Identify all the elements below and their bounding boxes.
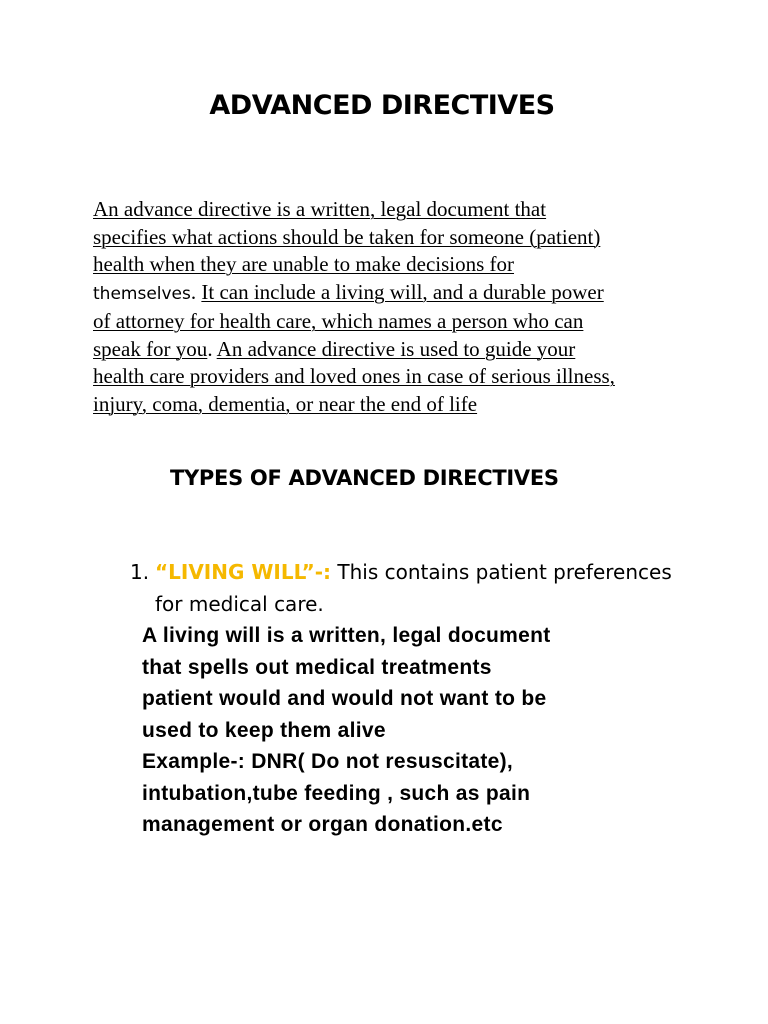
living-will-details bbox=[142, 620, 702, 841]
list-term: “LIVING WILL”-: bbox=[155, 560, 332, 584]
list-description-continued: for medical care. bbox=[155, 592, 324, 616]
detail-line: A living will is a written, legal document bbox=[142, 624, 551, 647]
intro-text-underlined: An advance directive is used to guide your bbox=[216, 336, 576, 361]
list-item-living-will bbox=[130, 556, 710, 620]
intro-text-plain: themselves bbox=[93, 283, 191, 304]
document-title: ADVANCED DIRECTIVES bbox=[209, 90, 555, 121]
detail-line: patient would and would not want to be bbox=[142, 687, 547, 710]
intro-line: specifies what actions should be taken for someone (patient) bbox=[93, 224, 601, 249]
section-title: TYPES OF ADVANCED DIRECTIVES bbox=[170, 466, 559, 490]
intro-text-underlined: speak for you bbox=[93, 336, 208, 361]
intro-text-period: . bbox=[190, 279, 197, 304]
intro-line: health when they are unable to make decisions for bbox=[93, 252, 515, 276]
detail-line: management or organ donation.etc bbox=[142, 813, 503, 836]
intro-paragraph bbox=[93, 196, 693, 418]
intro-line bbox=[93, 336, 693, 364]
intro-line: An advance directive is a written, legal document that bbox=[93, 197, 547, 221]
detail-line: used to keep them alive bbox=[142, 718, 386, 742]
detail-line: that spells out medical treatments bbox=[142, 655, 492, 679]
detail-line: intubation,tube feeding , such as pain bbox=[142, 781, 531, 805]
intro-text-period: . bbox=[207, 336, 213, 361]
list-description: This contains patient preferences bbox=[337, 560, 672, 584]
intro-line: of attorney for health care, which names a person who can bbox=[93, 309, 584, 333]
intro-line: injury, coma, dementia, or near the end of life bbox=[93, 391, 478, 416]
intro-line: health care providers and loved ones in case of serious illness, bbox=[93, 364, 615, 388]
list-number: 1. bbox=[130, 560, 150, 584]
detail-line: Example-: DNR( Do not resuscitate), bbox=[142, 750, 514, 773]
intro-line bbox=[93, 279, 693, 309]
intro-text-underlined: It can include a living will, and a durable power bbox=[201, 279, 604, 304]
